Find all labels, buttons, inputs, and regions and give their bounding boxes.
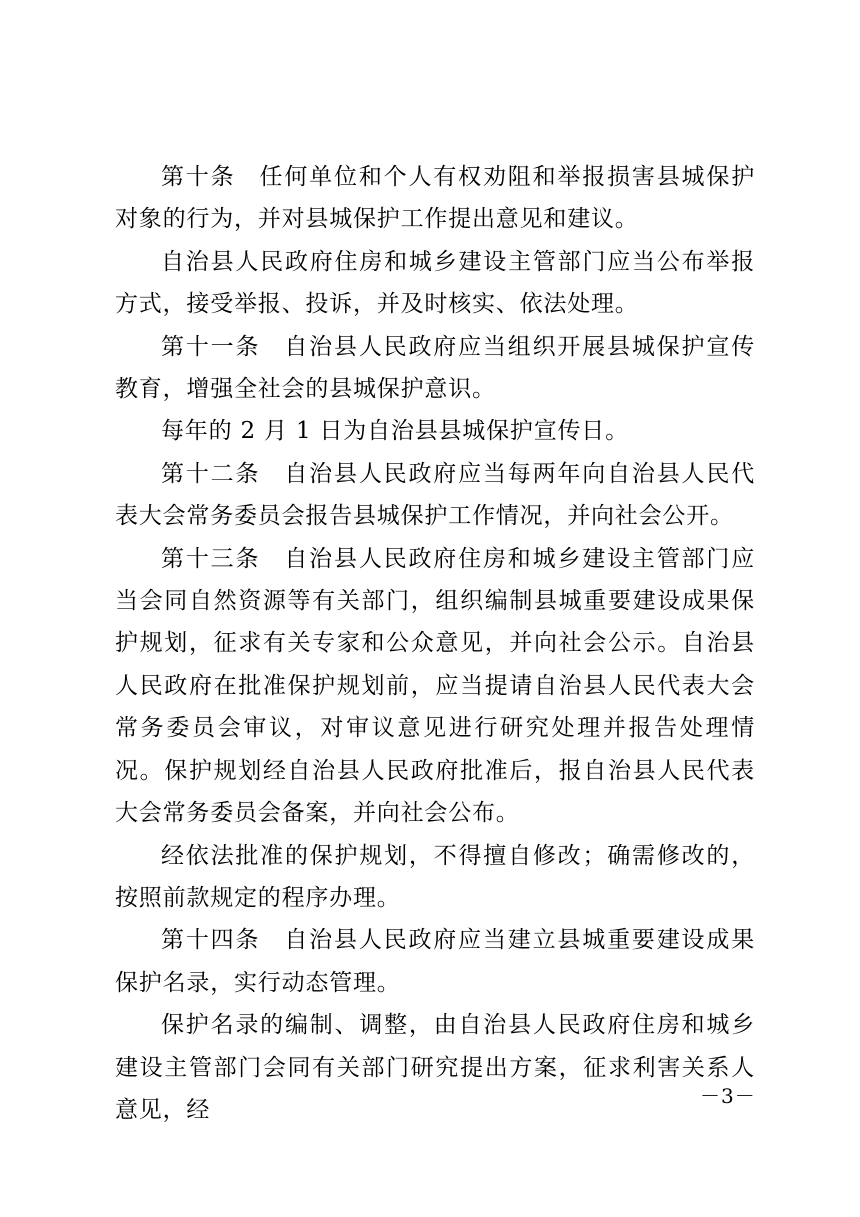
paragraph-text: 自治县人民政府住房和城乡建设主管部门应当会同自然资源等有关部门，组织编制县城重要建设成果保护规划，征求有关专家和公众意见，并向社会公示。自治县人民政府在批准保护规划前，应当提请自治县人民代表大会常务委员会审议，对审议意见进行研究处理并报告处理情况。保护规划经自治县人民政府批准后，报自治县人民代表大会常务委员会备案，并向社会公布。 xyxy=(115,545,756,827)
paragraph-article-13 xyxy=(115,538,755,835)
page-number: －3－ xyxy=(700,1084,756,1108)
paragraph-text: 自治县人民政府应当组织开展县城保护宣传教育，增强全社会的县城保护意识。 xyxy=(115,333,756,403)
article-number: 第十二条 xyxy=(161,460,261,487)
article-number: 第十一条 xyxy=(161,333,261,360)
paragraph xyxy=(115,1004,755,1131)
paragraph-article-12 xyxy=(115,453,755,538)
paragraph-text: 自治县人民政府住房和城乡建设主管部门应当公布举报方式，接受举报、投诉，并及时核实、依法处理。 xyxy=(115,248,755,318)
article-number: 第十四条 xyxy=(161,927,261,954)
paragraph-text: 保护名录的编制、调整，由自治县人民政府住房和城乡建设主管部门会同有关部门研究提出方案，征求利害关系人意见，经 xyxy=(115,1012,755,1123)
paragraph-text: 每年的 2 月 1 日为自治县县城保护宣传日。 xyxy=(161,418,629,445)
paragraph-article-11 xyxy=(115,326,755,411)
paragraph-text: 经依法批准的保护规划，不得擅自修改；确需修改的，按照前款规定的程序办理。 xyxy=(115,842,755,911)
paragraph-text: 自治县人民政府应当建立县城重要建设成果保护名录，实行动态管理。 xyxy=(115,927,756,996)
document-body xyxy=(115,156,755,1131)
paragraph xyxy=(115,835,755,920)
paragraph xyxy=(115,410,755,452)
paragraph-text: 任何单位和个人有权劝阻和举报损害县城保护对象的行为，并对县城保护工作提出意见和建议。 xyxy=(115,164,756,233)
article-number: 第十条 xyxy=(161,164,236,190)
article-number: 第十三条 xyxy=(161,545,261,572)
paragraph-article-14 xyxy=(115,919,755,1004)
paragraph-text: 自治县人民政府应当每两年向自治县人民代表大会常务委员会报告县城保护工作情况，并向社会公开。 xyxy=(115,460,756,530)
paragraph xyxy=(115,241,755,326)
paragraph-article-10 xyxy=(115,156,755,241)
